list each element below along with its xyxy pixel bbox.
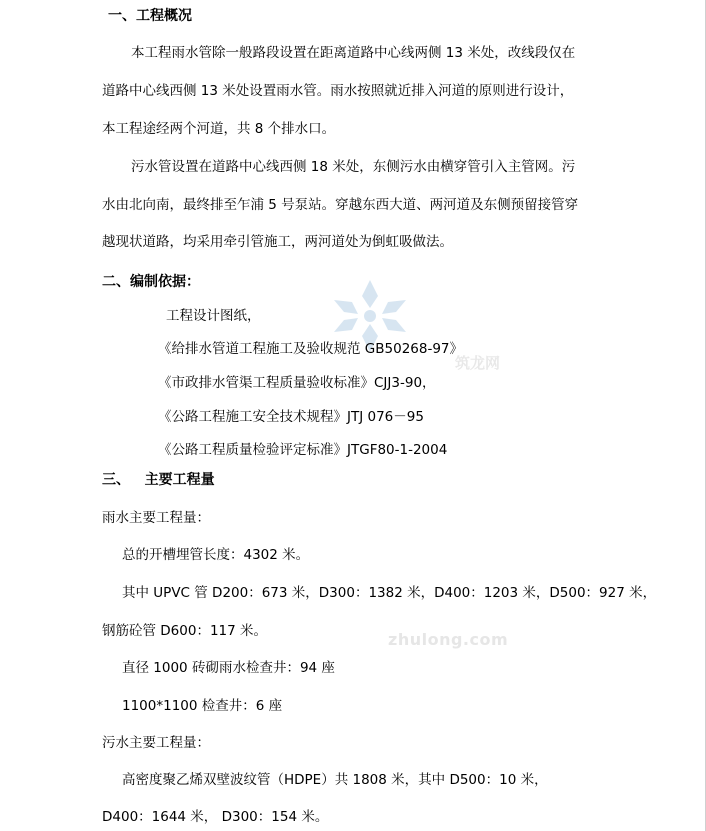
basis-item: 《公路工程施工安全技术规程》JTJ 076－95 bbox=[158, 409, 424, 425]
basis-item: 《市政排水管渠工程质量验收标准》CJJ3-90， bbox=[158, 375, 436, 391]
basis-item: 《给排水管道工程施工及验收规范 GB50268-97》 bbox=[158, 341, 464, 357]
rain-quantity-line: 其中 UPVC 管 D200：673 米，D300：1382 米，D400：1203 米，D500：927 米， bbox=[122, 585, 657, 601]
basis-item: 《公路工程质量检验评定标准》JTGF80-1-2004 bbox=[158, 442, 448, 458]
paragraph-2-line-2: 水由北向南，最终排至乍浦 5 号泵站。穿越东西大道、两河道及东侧预留接管穿 bbox=[102, 197, 579, 213]
paragraph-1-line-1: 本工程雨水管除一般路段设置在距离道路中心线两侧 13 米处，改线段仅在 bbox=[131, 45, 576, 61]
paragraph-1-line-2: 道路中心线西侧 13 米处设置雨水管。雨水按照就近排入河道的原则进行设计， bbox=[102, 83, 574, 99]
rain-quantity-line: 直径 1000 砖砌雨水检查井：94 座 bbox=[122, 660, 335, 676]
sewage-quantity-line: 高密度聚乙烯双壁波纹管（HDPE）共 1808 米，其中 D500：10 米， bbox=[122, 772, 548, 788]
section-3-heading: 三、 主要工程量 bbox=[102, 472, 215, 488]
watermark-small-text: 筑龙网 bbox=[455, 354, 501, 372]
rain-quantity-line: 总的开槽埋管长度：4302 米。 bbox=[122, 547, 310, 563]
watermark-text: zhulong.com bbox=[388, 630, 509, 649]
section-1-heading: 一、工程概况 bbox=[108, 8, 192, 24]
rain-quantity-title: 雨水主要工程量： bbox=[102, 510, 210, 526]
rain-quantity-line: 1100*1100 检查井：6 座 bbox=[122, 698, 283, 714]
sewage-quantity-line: D400：1644 米， D300：154 米。 bbox=[102, 809, 329, 825]
paragraph-2-line-3: 越现状道路，均采用牵引管施工，两河道处为倒虹吸做法。 bbox=[102, 234, 453, 250]
paragraph-1-line-3: 本工程途经两个河道，共 8 个排水口。 bbox=[102, 121, 336, 137]
sewage-quantity-title: 污水主要工程量： bbox=[102, 735, 210, 751]
rain-quantity-line: 钢筋砼管 D600：117 米。 bbox=[102, 623, 268, 639]
paragraph-2-line-1: 污水管设置在道路中心线西侧 18 米处，东侧污水由横穿管引入主管网。污 bbox=[131, 159, 576, 175]
section-2-heading: 二、编制依据： bbox=[102, 274, 200, 290]
basis-item: 工程设计图纸， bbox=[166, 308, 261, 324]
